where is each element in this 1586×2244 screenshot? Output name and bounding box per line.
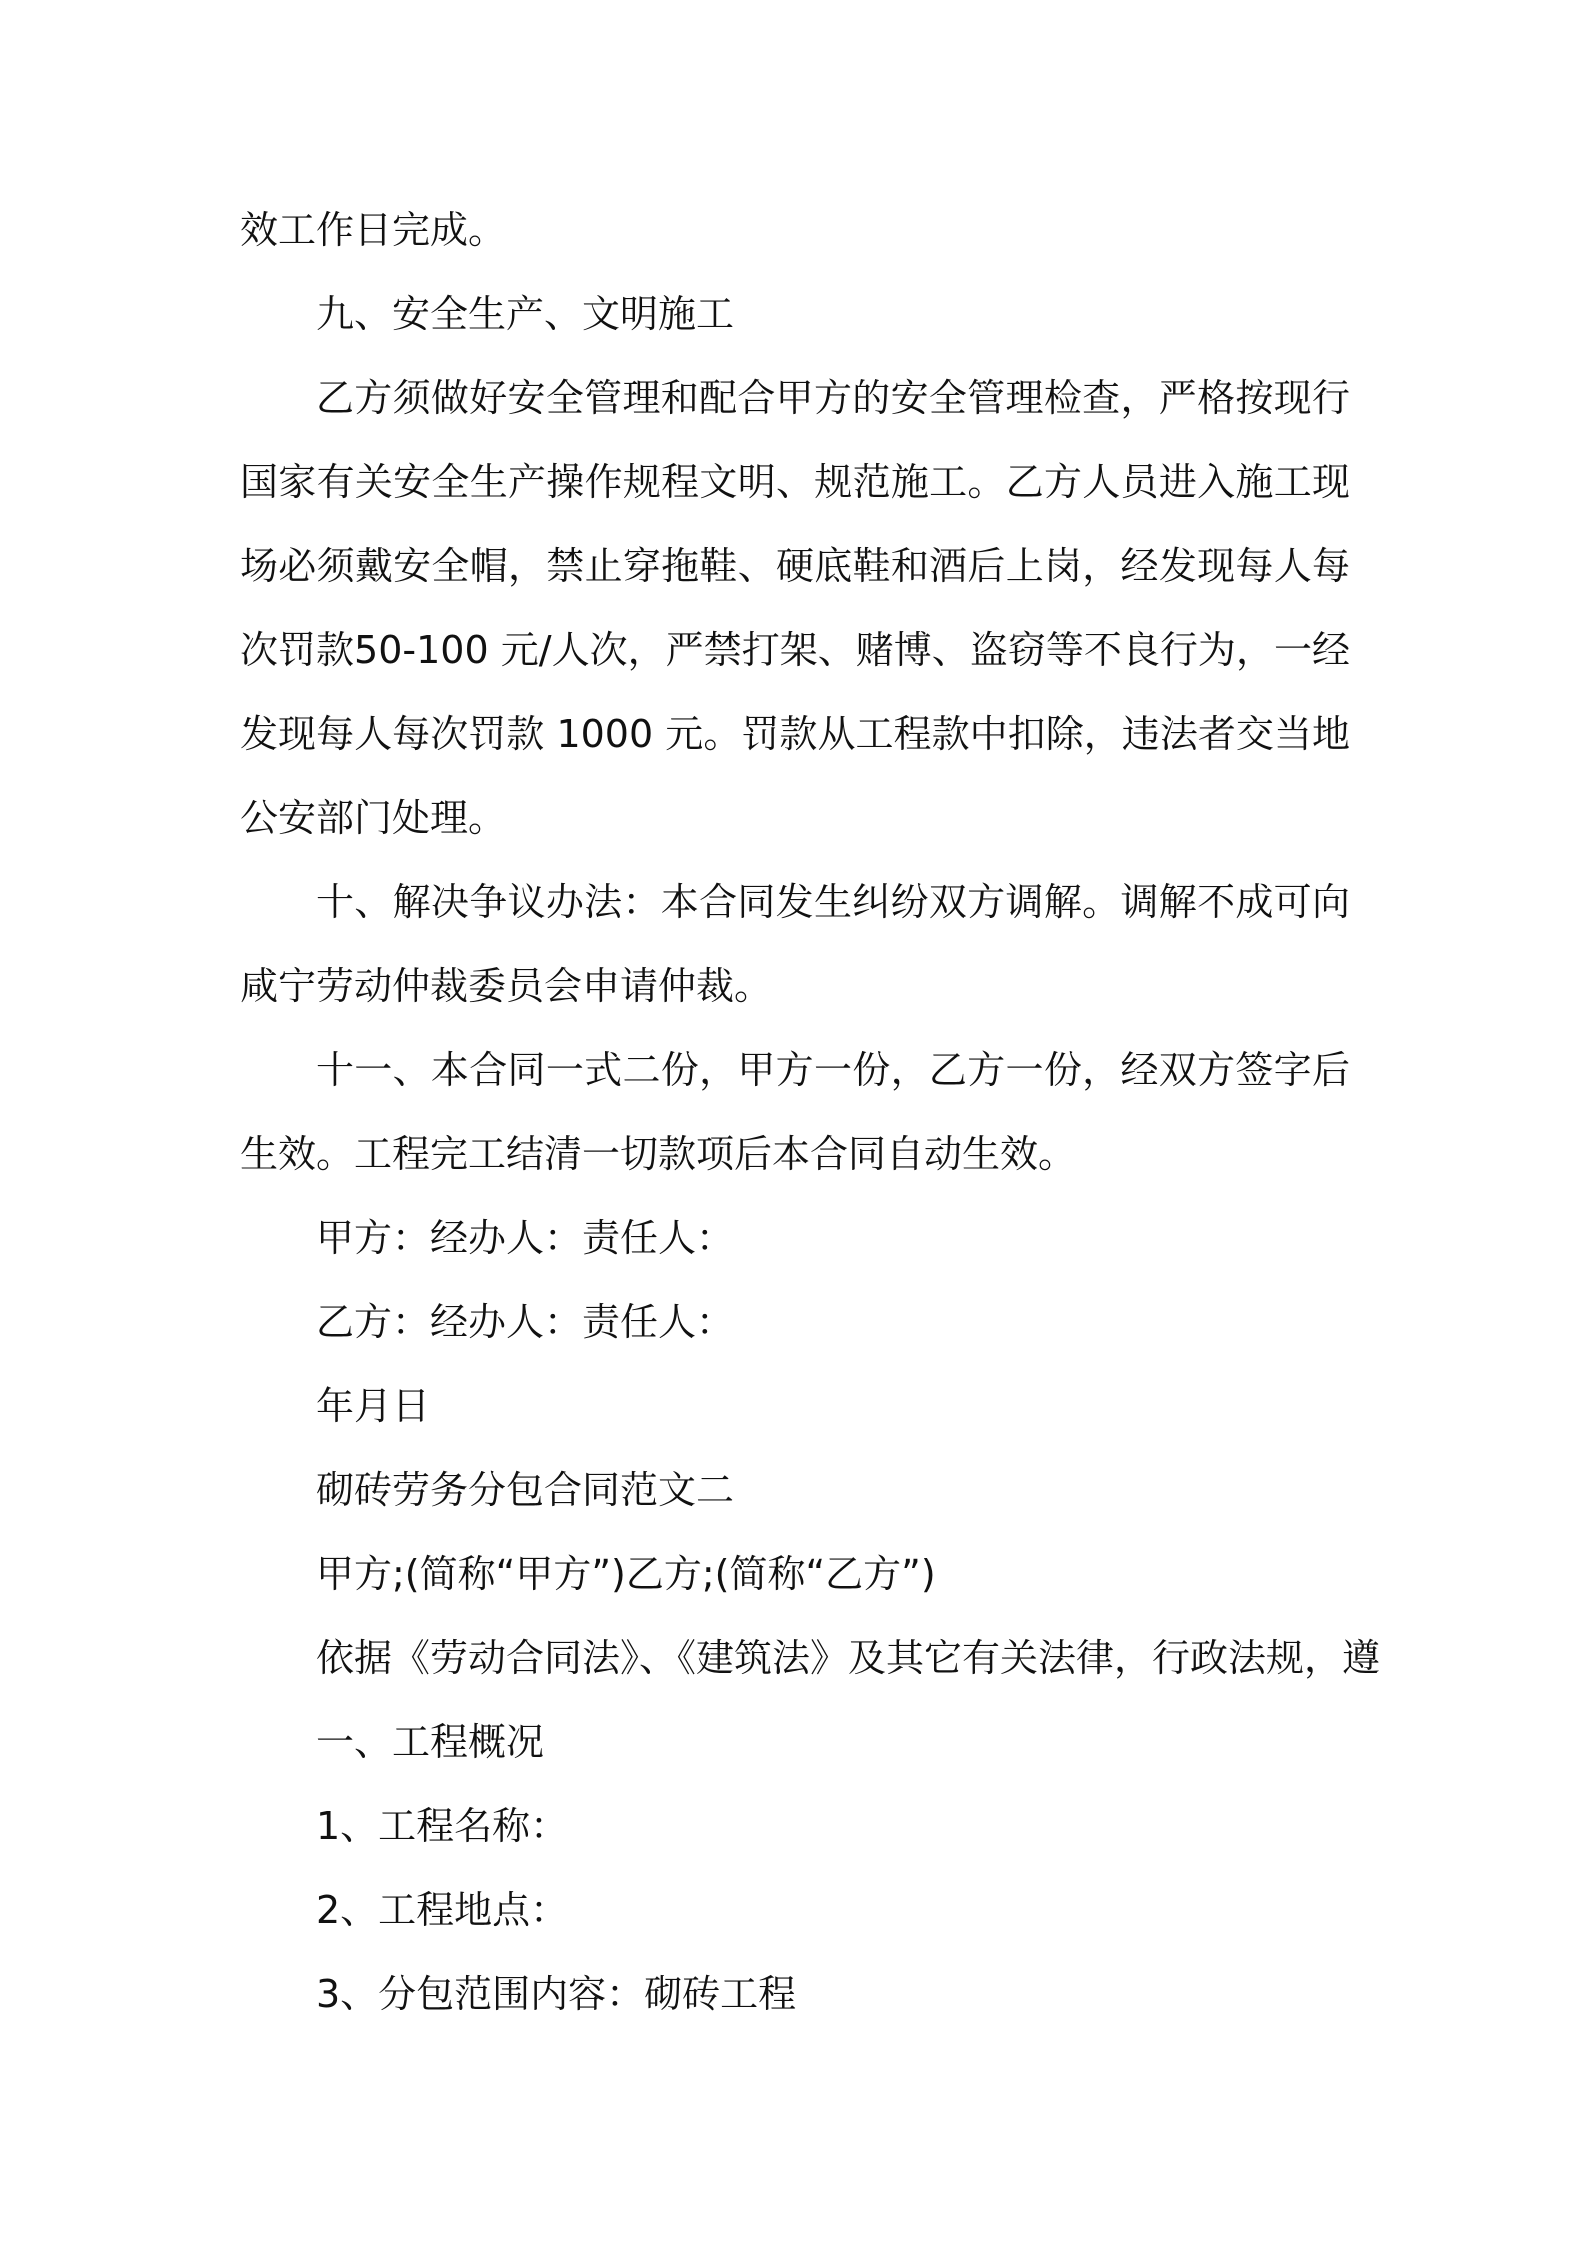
continuation-text: 效工作日完成。 [240,208,507,252]
section-11-text: 十一、本合同一式二份，甲方一份，乙方一份，经双方签字后生效。工程完工结清一切款项后本合同自动生效。 [240,1048,1350,1176]
parties-line: 甲方;(简称“甲方”)乙方;(简称“乙方”) [316,1552,936,1596]
contract-2-title: 砌砖劳务分包合同范文二 [316,1468,735,1512]
section-10-text: 十、解决争议办法：本合同发生纠纷双方调解。调解不成可向咸宁劳动仲裁委员会申请仲裁。 [240,880,1350,1008]
section-9-body: 乙方须做好安全管理和配合甲方的安全管理检查，严格按现行国家有关安全生产操作规程文明、规范施工。乙方人员进入施工现场必须戴安全帽，禁止穿拖鞋、硬底鞋和酒后上岗，经发现每人每次罚款50-100 元/人次，严禁打架、赌博、盗窃等不良行为，一经发现每人每次罚款 1000 元。罚款从工程款中扣除，违法者交当地公安部门处理。 [240,376,1350,840]
document-body [240,188,1381,2036]
party-b-signature-line: 乙方：经办人：责任人： [316,1300,735,1344]
project-overview-heading: 一、工程概况 [316,1720,545,1764]
date-line: 年月日 [316,1384,431,1428]
project-item-scope: 3、分包范围内容：砌砖工程 [316,1972,797,2016]
project-item-location: 2、工程地点： [316,1888,569,1932]
section-9-heading: 九、安全生产、文明施工 [316,292,735,336]
legal-basis-line: 依据《劳动合同法》、《建筑法》及其它有关法律，行政法规，遵 [316,1636,1381,1680]
project-item-name: 1、工程名称： [316,1804,569,1848]
party-a-signature-line: 甲方：经办人：责任人： [316,1216,735,1260]
